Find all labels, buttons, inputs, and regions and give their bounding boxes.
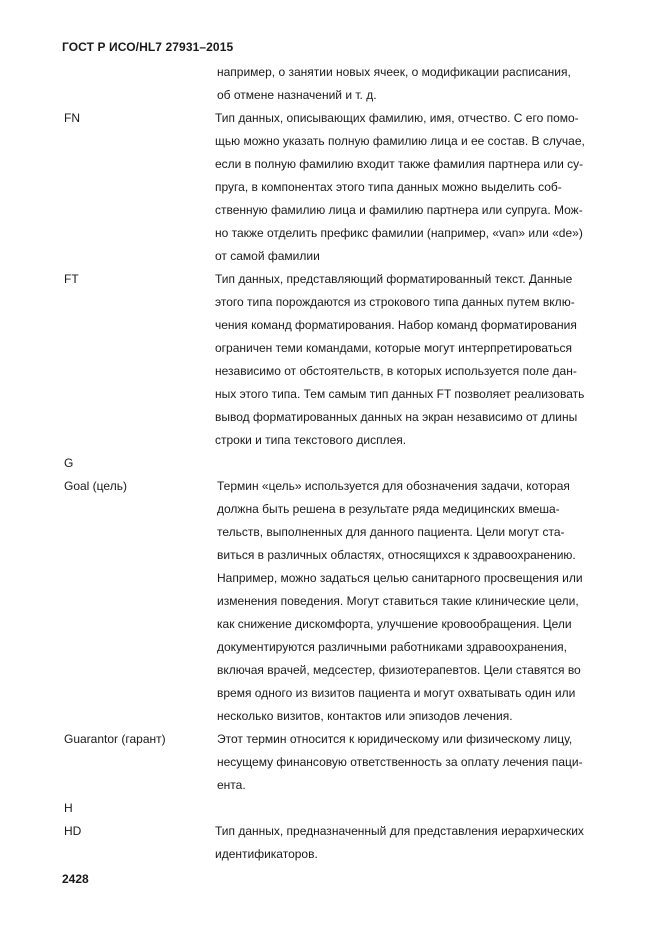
glossary-entry-hd — [0, 820, 661, 866]
term: FN — [64, 111, 80, 125]
glossary-entry-goal — [0, 475, 661, 728]
definition-line: Тип данных, описывающих фамилию, имя, отчество. С его помо- — [215, 111, 579, 125]
definition-line: несущему финансовую ответственность за оплату лечения паци- — [217, 755, 583, 769]
section-letter-g: G — [64, 456, 74, 470]
term: Goal (цель) — [64, 479, 127, 493]
term: Guarantor (гарант) — [64, 732, 166, 746]
definition-line: чения команд форматирования. Набор команд форматирования — [215, 318, 577, 332]
definition — [215, 728, 632, 797]
definition-line: ента. — [217, 778, 246, 792]
continuation-entry — [0, 61, 661, 107]
document-header: ГОСТ Р ИСО/HL7 27931–2015 — [62, 40, 234, 54]
definition-line: Этот термин относится к юридическому или физическому лицу, — [217, 732, 573, 746]
section-letter-h: H — [64, 801, 73, 815]
definition — [215, 820, 630, 866]
definition — [215, 268, 630, 452]
definition-line: изменения поведения. Могут ставиться такие клинические цели, — [217, 594, 579, 608]
definition-line: несколько визитов, контактов или эпизодов лечения. — [217, 709, 513, 723]
definition-line: от самой фамилии — [215, 249, 320, 263]
term: HD — [64, 824, 82, 838]
definition-line: об отмене назначений и т. д. — [217, 88, 377, 102]
definition-line: виться в различных областях, относящихся к здравоохранению. — [217, 548, 576, 562]
definition-line: как снижение дискомфорта, улучшение кровообращения. Цели — [217, 617, 572, 631]
definition-line: этого типа порождаются из строкового типа данных путем вклю- — [215, 295, 575, 309]
definition — [215, 61, 632, 107]
definition-line: пруга, в компонентах этого типа данных можно выделить соб- — [215, 180, 562, 194]
definition-line: ственную фамилию лица и фамилию партнера или супруга. Мож- — [215, 203, 583, 217]
definition — [215, 107, 630, 268]
term: FT — [64, 272, 79, 286]
definition-line: если в полную фамилию входит также фамилия партнера или су- — [215, 157, 584, 171]
definition-line: тельств, выполненных для данного пациента. Цели могут ста- — [217, 525, 565, 539]
definition-line: независимо от обстоятельств, в которых используется поле дан- — [215, 364, 577, 378]
definition-line: Тип данных, представляющий форматированный текст. Данные — [215, 272, 573, 286]
definition-line: время одного из визитов пациента и могут охватывать один или — [217, 686, 576, 700]
definition-line: щью можно указать полную фамилию лица и ее состав. В случае, — [215, 134, 585, 148]
definition-line: строки и типа текстового дисплея. — [215, 433, 407, 447]
definition-line: но также отделить префикс фамилии (например, «van» или «de») — [215, 226, 583, 240]
definition — [215, 475, 632, 728]
definition-line: включая врачей, медсестер, физиотерапевтов. Цели ставятся во — [217, 663, 581, 677]
definition-line: ных этого типа. Тем самым тип данных FT позволяет реализовать — [215, 387, 585, 401]
definition-line: идентификаторов. — [215, 847, 318, 861]
definition-line: документируются различными работниками здравоохранения, — [217, 640, 568, 654]
definition-line: Тип данных, предназначенный для представления иерархических — [215, 824, 584, 838]
page-number: 2428 — [62, 872, 89, 886]
definition-line: Термин «цель» используется для обозначения задачи, которая — [217, 479, 570, 493]
glossary-entry-fn — [0, 107, 661, 268]
glossary-entry-guarantor — [0, 728, 661, 797]
glossary-content — [0, 61, 661, 866]
definition-line: вывод форматированных данных на экран независимо от длины — [215, 410, 578, 424]
definition-line: Например, можно задаться целью санитарного просвещения или — [217, 571, 583, 585]
definition-line: например, о занятии новых ячеек, о модификации расписания, — [217, 65, 571, 79]
definition-line: ограничен теми командами, которые могут интерпретироваться — [215, 341, 573, 355]
definition-line: должна быть решена в результате ряда медицинских вмеша- — [217, 502, 560, 516]
glossary-entry-ft — [0, 268, 661, 452]
